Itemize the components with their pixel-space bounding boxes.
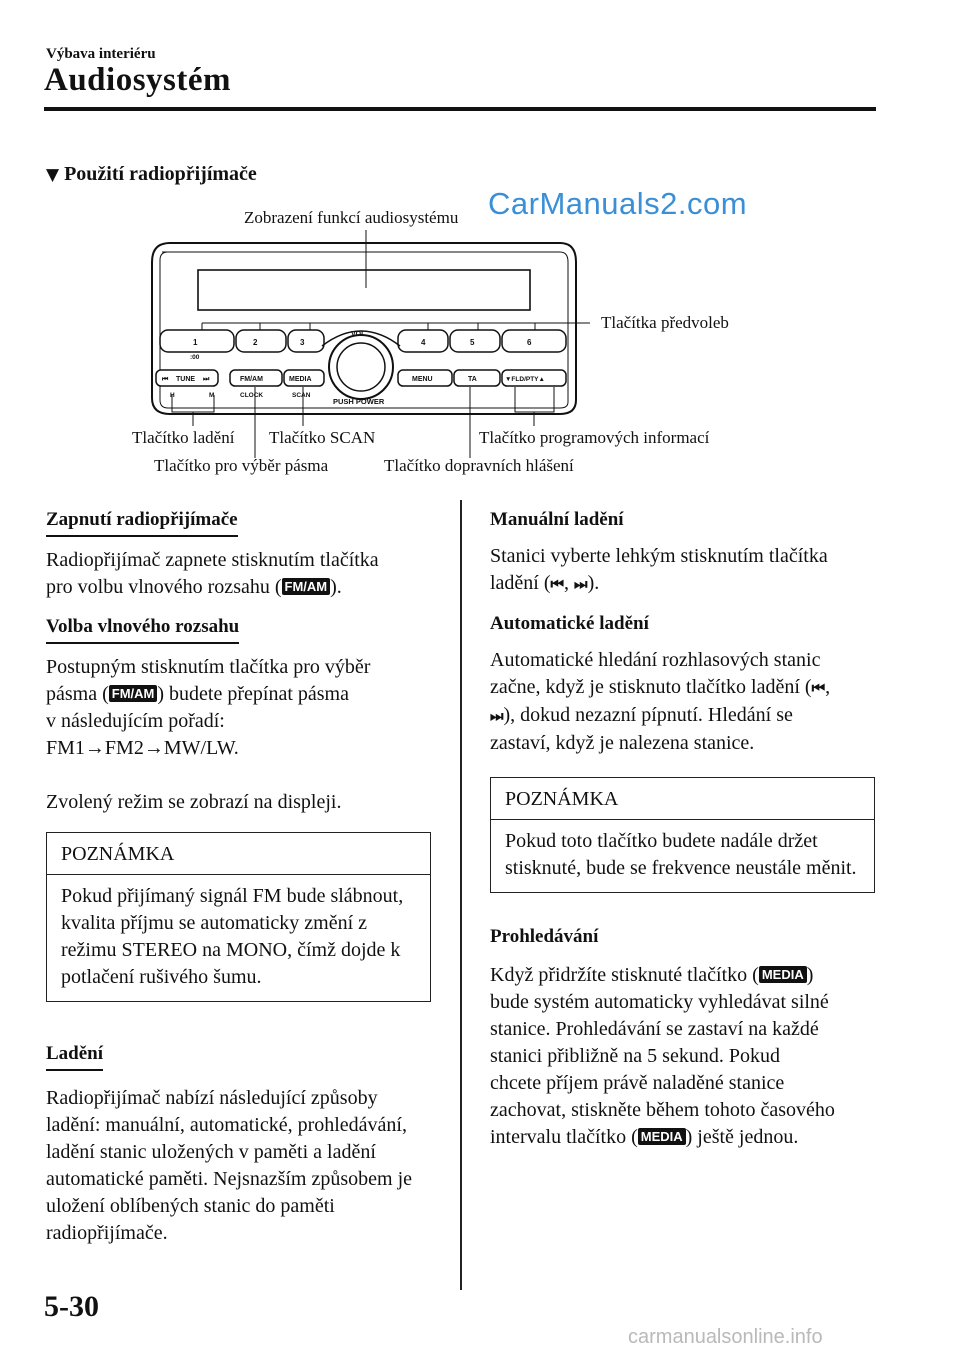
label-display: Zobrazení funkcí audiosystému (244, 208, 459, 227)
page-number: 5-30 (44, 1290, 99, 1323)
label-presets: Tlačítka předvoleb (601, 313, 729, 332)
fm-am-label: FM/AM (240, 376, 263, 383)
fld-pty-label: ▼FLD/PTY▲ (505, 376, 545, 383)
note-box-right (490, 777, 875, 893)
note-text: Pokud přijímaný signál FM bude slábnout, kvalita příjmu se automaticky změní z režimu STEREO na MONO, čímž dojde k potlačení rušivého šumu. (61, 885, 404, 988)
media-button-icon: MEDIA (759, 966, 807, 983)
scan-label: SCAN (292, 392, 311, 399)
power-heading: Zapnutí radiopřijímače (46, 506, 238, 537)
manual-text-line2b: ). (587, 572, 600, 594)
clock-label: CLOCK (240, 392, 264, 399)
scan-text (490, 962, 875, 1151)
tune-right-icon: ⏭ (203, 376, 210, 383)
band-text-line2b: ) budete přepínat pásma (157, 683, 349, 705)
left-column (46, 506, 431, 1247)
column-divider (460, 500, 462, 1290)
footer-site: carmanualsonline.info (628, 1326, 823, 1348)
sub-heading-text: Použití radiopřijímače (64, 163, 257, 185)
auto-text (490, 647, 875, 757)
power-text (46, 547, 431, 601)
right-column (490, 506, 875, 1151)
band-sequence: FM1→FM2→MW/LW. (46, 737, 239, 759)
power-text-line1: Radiopřijímač zapnete stisknutím tlačítka (46, 549, 379, 571)
power-text-line2a: pro volbu vlnového rozsahu ( (46, 576, 282, 598)
manual-text (490, 543, 875, 598)
preset-sub-label: :00 (190, 354, 200, 361)
auto-text-line1: Automatické hledání rozhlasových stanic (490, 649, 821, 671)
manual-text-sep: , (564, 572, 575, 594)
auto-text-line4: zastaví, když je nalezena stanice. (490, 732, 755, 754)
tune-left-icon: ⏮ (162, 376, 169, 383)
seek-down-icon-2: ⏮ (811, 679, 826, 697)
manual-text-line1: Stanici vyberte lehkým stisknutím tlačítka (490, 545, 828, 567)
watermark: CarManuals2.com (488, 186, 748, 221)
note-title-right: POZNÁMKA (491, 778, 874, 820)
band-text-line2a: pásma ( (46, 683, 109, 705)
media-button-icon-2: MEDIA (638, 1128, 686, 1145)
auto-text-line3: ), dokud nezazní pípnutí. Hledání se (503, 704, 793, 726)
power-text-line2b: ). (330, 576, 342, 598)
preset-5-button (450, 330, 500, 352)
triangle-down-icon: ▼ (46, 165, 60, 185)
page-title: Audiosystém (44, 62, 232, 98)
scan-text-line4: stanici přibližně na 5 sekund. Pokud (490, 1045, 780, 1067)
fm-am-button-icon-2: FM/AM (109, 685, 158, 702)
tune-label: TUNE (176, 376, 196, 383)
tuning-text: Radiopřijímač nabízí následující způsoby ladění: manuální, automatické, prohledávání, ladění stanic uložených v paměti a ladění automatické paměti. Nejsnazším způsobem je uložení oblíbených stanic do paměti radiopřijímače. (46, 1087, 412, 1244)
seek-up-icon: ⏭ (574, 575, 588, 593)
preset-3-label: 3 (300, 338, 305, 347)
scan-text-line2: bude systém automaticky vyhledávat silné (490, 991, 829, 1013)
note-box-left (46, 832, 431, 1002)
menu-label: MENU (412, 376, 433, 383)
radio-display (198, 270, 530, 310)
volume-knob (337, 343, 385, 391)
h-mark: H (170, 392, 175, 399)
preset-4-label: 4 (421, 338, 426, 347)
manual-heading: Manuální ladění (490, 509, 624, 530)
ta-label: TA (468, 376, 477, 383)
band-text (46, 654, 431, 762)
band-text-line3: v následujícím pořadí: (46, 710, 225, 732)
section-label: Výbava interiéru (46, 46, 156, 62)
label-traffic: Tlačítko dopravních hlášení (384, 456, 574, 475)
preset-6-label: 6 (527, 338, 532, 347)
preset-3-button (288, 330, 324, 352)
preset-6-button (502, 330, 566, 352)
vol-label: VOL (351, 331, 366, 338)
seek-down-icon: ⏮ (550, 575, 565, 593)
seek-up-icon-2: ⏭ (490, 707, 504, 725)
band-display-text: Zvolený režim se zobrazí na displeji. (46, 791, 342, 813)
media-label: MEDIA (289, 376, 312, 383)
push-power-label: PUSH POWER (333, 397, 385, 406)
scan-text-line7b: ) ještě jednou. (685, 1126, 799, 1148)
scan-text-line5: chcete příjem právě naladěné stanice (490, 1072, 785, 1094)
scan-text-line3: stanice. Prohledávání se zastaví na každé (490, 1018, 819, 1040)
preset-2-label: 2 (253, 338, 258, 347)
manual-text-line2a: ladění ( (490, 572, 551, 594)
label-band-select: Tlačítko pro výběr pásma (154, 456, 329, 475)
ta-button (454, 370, 500, 386)
tuning-heading: Ladění (46, 1040, 103, 1071)
scan-text-line7a: intervalu tlačítko ( (490, 1126, 638, 1148)
auto-heading: Automatické ladění (490, 613, 649, 634)
scan-text-line6: zachovat, stiskněte během tohoto časového (490, 1099, 835, 1121)
preset-2-button (236, 330, 286, 352)
scan-heading: Prohledávání (490, 926, 599, 947)
label-tuning: Tlačítko ladění (132, 428, 235, 447)
preset-1-label: 1 (193, 338, 198, 347)
fm-am-button-icon: FM/AM (282, 578, 331, 595)
auto-text-line2b: , (825, 676, 831, 698)
note-title: POZNÁMKA (47, 833, 430, 875)
preset-5-label: 5 (470, 338, 475, 347)
scan-text-line1a: Když přidržíte stisknuté tlačítko ( (490, 964, 759, 986)
scan-text-line1b: ) (806, 964, 814, 986)
m-mark: M (209, 392, 215, 399)
band-heading: Volba vlnového rozsahu (46, 613, 239, 644)
title-rule (44, 107, 876, 111)
sub-heading (46, 163, 257, 186)
band-text-line1: Postupným stisknutím tlačítka pro výběr (46, 656, 371, 678)
note-text-right: Pokud toto tlačítko budete nadále držet stisknuté, bude se frekvence neustále měnit. (505, 830, 857, 879)
label-scan: Tlačítko SCAN (269, 428, 376, 447)
label-program-info: Tlačítko programových informací (479, 428, 710, 447)
auto-text-line2a: začne, když je stisknuto tlačítko ladění ( (490, 676, 812, 698)
